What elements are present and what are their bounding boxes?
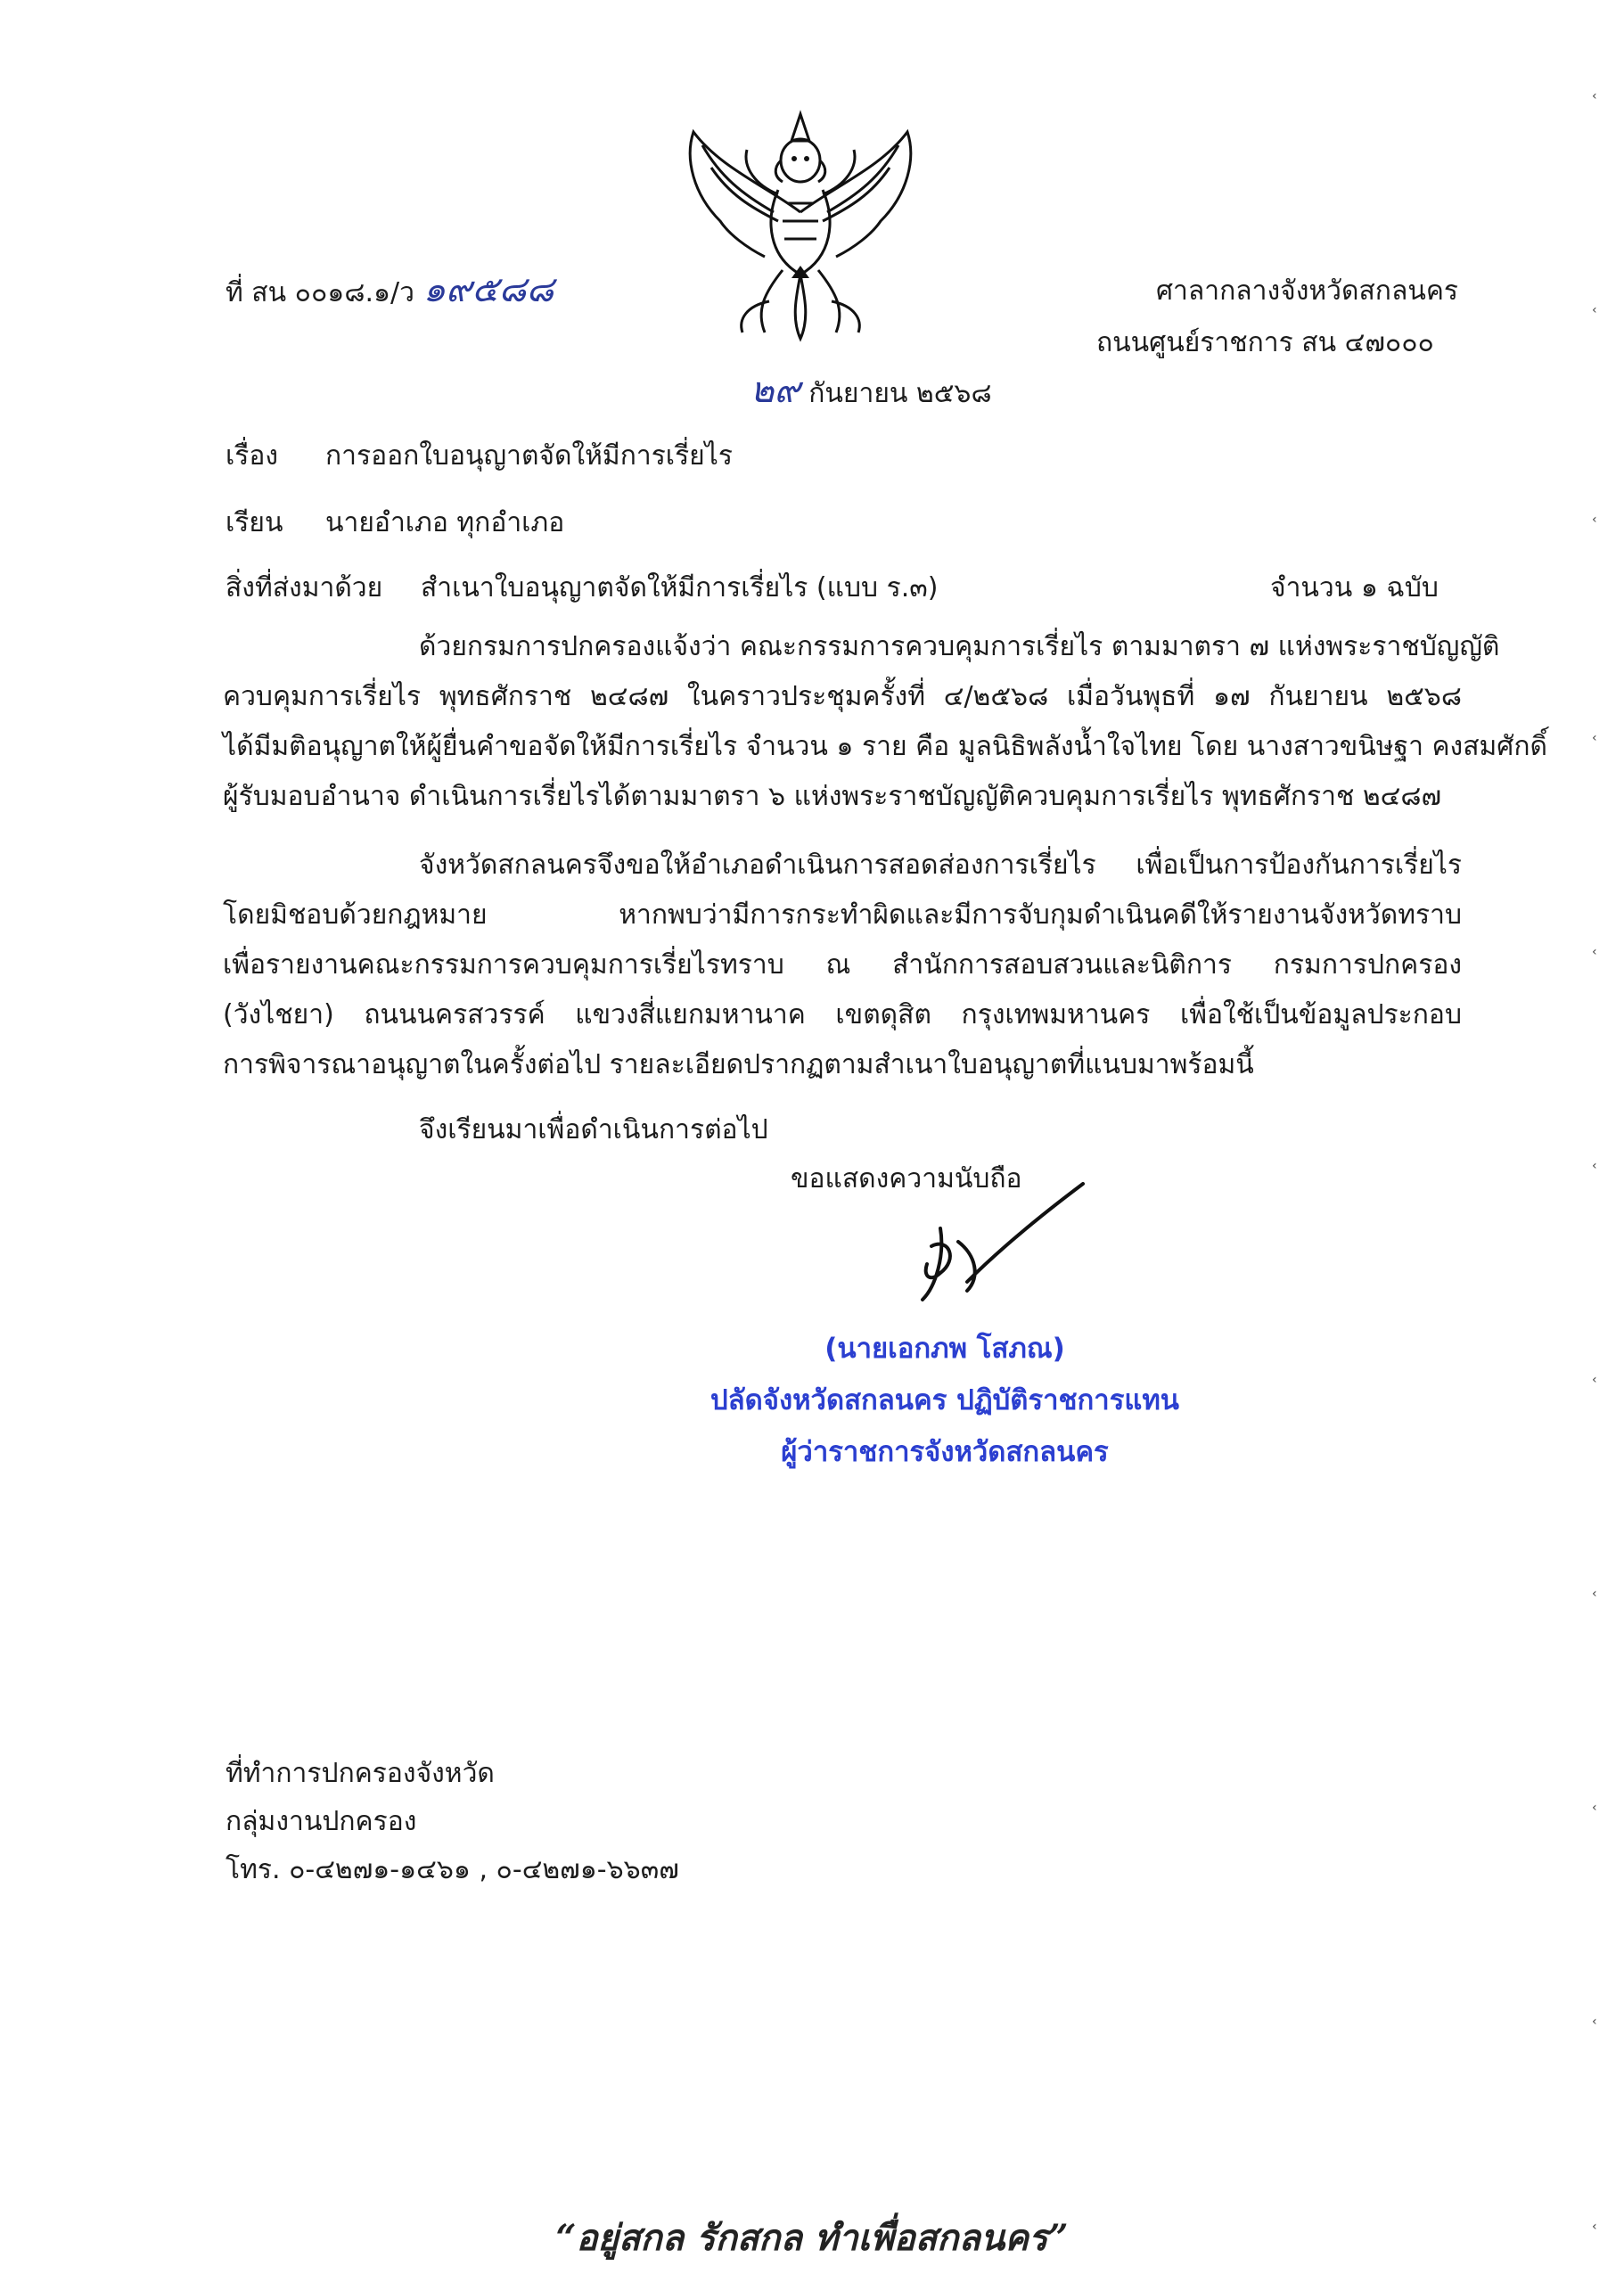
signature-icon (896, 1175, 1092, 1309)
paragraph-line: ได้มีมติอนุญาตให้ผู้ยื่นคำขอจัดให้มีการเรี่ยไร จำนวน ๑ ราย คือ มูลนิธิพลังน้ำใจไทย โดย นางสาวขนิษฐา คงสมศักดิ์ (223, 731, 1547, 762)
office-phone: โทร. ๐-๔๒๗๑-๑๔๖๑ , ๐-๔๒๗๑-๖๖๓๗ (226, 1854, 679, 1885)
edge-mark: ‹ (1592, 731, 1597, 745)
recipient-text: นายอำเภอ ทุกอำเภอ (325, 507, 565, 538)
recipient-label: เรียน (226, 507, 283, 538)
regards-line: ขอแสดงความนับถือ (791, 1163, 1022, 1194)
edge-mark: ‹ (1592, 2015, 1597, 2029)
paragraph-line: เพื่อรายงานคณะกรรมการควบคุมการเรี่ยไรทราบ ณ สำนักการสอบสวนและนิติการ กรมการปกครอง (223, 949, 1462, 981)
paragraph-line: ผู้รับมอบอำนาจ ดำเนินการเรี่ยไรได้ตามมาตรา ๖ แห่งพระราชบัญญัติควบคุมการเรี่ยไร พุทธศักราช ๒๔๘๗ (223, 781, 1442, 812)
body-paragraph-2 (223, 841, 1462, 1090)
reference-line (226, 269, 554, 311)
paragraph-line: ด้วยกรมการปกครองแจ้งว่า คณะกรรมการควบคุมการเรี่ยไร ตามมาตรา ๗ แห่งพระราชบัญญัติ (419, 631, 1500, 662)
edge-mark: ‹ (1592, 1373, 1597, 1387)
date-month-year: กันยายน ๒๕๖๘ (808, 378, 992, 409)
edge-mark: ‹ (1592, 1587, 1597, 1601)
enclosure-text: สำเนาใบอนุญาตจัดให้มีการเรี่ยไร (แบบ ร.๓) (421, 572, 939, 603)
letter-date (750, 370, 992, 412)
edge-mark: ‹ (1592, 1159, 1597, 1173)
edge-mark: ‹ (1592, 513, 1597, 527)
subject-label: เรื่อง (226, 440, 279, 472)
subject-text: การออกใบอนุญาตจัดให้มีการเรี่ยไร (325, 440, 733, 472)
office-line-1: ที่ทำการปกครองจังหวัด (226, 1758, 495, 1789)
sender-address-line2: ถนนศูนย์ราชการ สน ๔๗๐๐๐ (1096, 327, 1434, 358)
footer-motto: “อยู่สกล รักสกล ทำเพื่อสกลนคร” (555, 2217, 1069, 2259)
signature-block (677, 1323, 1212, 1478)
reference-label: ที่ สน ๐๐๑๘.๑/ว (226, 277, 415, 308)
garuda-emblem-icon (667, 105, 934, 346)
signer-title-2: ผู้ว่าราชการจังหวัดสกลนคร (781, 1436, 1109, 1468)
edge-mark: ‹ (1592, 89, 1597, 103)
paragraph-line: จังหวัดสกลนครจึงขอให้อำเภอดำเนินการสอดส่องการเรี่ยไร เพื่อเป็นการป้องกันการเรี่ยไร (419, 850, 1462, 881)
paragraph-line: (วังไชยา) ถนนนครสวรรค์ แขวงสี่แยกมหานาค เขตดุสิต กรุงเทพมหานคร เพื่อใช้เป็นข้อมูลประกอบ (223, 999, 1462, 1030)
signer-title-1: ปลัดจังหวัดสกลนคร ปฏิบัติราชการแทน (710, 1384, 1179, 1416)
enclosure-count: จำนวน ๑ ฉบับ (1270, 572, 1439, 603)
office-line-2: กลุ่มงานปกครอง (226, 1806, 417, 1837)
closing-line: จึงเรียนมาเพื่อดำเนินการต่อไป (419, 1114, 768, 1145)
date-day: ๒๙ (750, 370, 800, 411)
edge-mark: ‹ (1592, 1801, 1597, 1815)
signer-name: (นายเอกภพ โสภณ) (824, 1333, 1065, 1365)
edge-mark: ‹ (1592, 303, 1597, 317)
enclosure-label: สิ่งที่ส่งมาด้วย (226, 572, 383, 603)
paragraph-line: ควบคุมการเรี่ยไร พุทธศักราช ๒๔๘๗ ในคราวประชุมครั้งที่ ๔/๒๕๖๘ เมื่อวันพุธที่ ๑๗ กันยายน ๒๕๖๘ (223, 681, 1462, 712)
paragraph-line: โดยมิชอบด้วยกฎหมาย หากพบว่ามีการกระทำผิดและมีการจับกุมดำเนินคดีให้รายงานจังหวัดทราบ (223, 899, 1462, 931)
reference-number: ๑๙๕๘๘ (422, 269, 554, 310)
edge-mark: ‹ (1592, 2220, 1597, 2234)
paragraph-line: การพิจารณาอนุญาตในครั้งต่อไป รายละเอียดปรากฏตามสำเนาใบอนุญาตที่แนบมาพร้อมนี้ (223, 1049, 1254, 1080)
sender-address-line1: ศาลากลางจังหวัดสกลนคร (1156, 275, 1459, 307)
edge-mark: ‹ (1592, 945, 1597, 959)
body-paragraph-1 (223, 622, 1547, 822)
